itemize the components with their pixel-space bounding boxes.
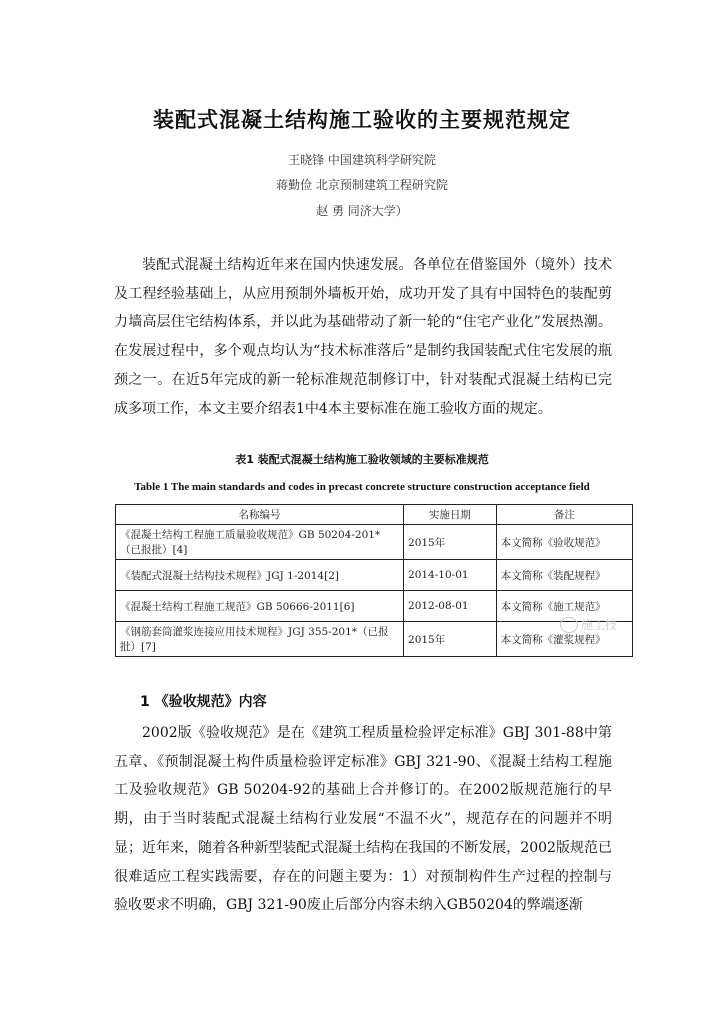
standard-name-cell: 《钢筋套筒灌浆连接应用技术规程》JGJ 355-201*（已报批）[7] <box>116 622 404 657</box>
note-cell: 本文简称《验收规范》 <box>496 525 632 560</box>
note-cell: 本文简称《灌浆规程》 <box>496 622 632 657</box>
author-line: 王晓锋 中国建筑科学研究院 <box>288 153 436 167</box>
table-row <box>116 525 633 560</box>
watermark-text: 施工技 <box>581 618 618 632</box>
table-row <box>116 591 633 622</box>
table-caption-cn: 表1 装配式混凝土结构施工验收领域的主要标准规范 <box>235 453 489 466</box>
implementation-date-cell: 2015年 <box>404 525 497 560</box>
standards-table <box>115 504 633 657</box>
table-caption-en: Table 1 The main standards and codes in precast concrete structure construction acceptance field <box>134 481 590 493</box>
table-row <box>116 622 633 657</box>
implementation-date-cell: 2012-08-01 <box>404 591 497 622</box>
intro-paragraph: 装配式混凝土结构近年来在国内快速发展。各单位在借鉴国外（境外）技术及工程经验基础上，从应用预制外墙板开始，成功开发了具有中国特色的装配剪力墙高层住宅结构体系，并以此为基础带动了新一轮的“住宅产业化”发展热潮。在发展过程中，多个观点均认为“技术标准落后”是制约我国装配式住宅发展的瓶颈之一。在近5年完成的新一轮标准规范制修订中，针对装配式混凝土结构已完成多项工作，本文主要介绍表1中4本主要标准在施工验收方面的规定。 <box>114 257 612 417</box>
section-paragraph: 2002版《验收规范》是在《建筑工程质量检验评定标准》GBJ 301-88中第五章、《预制混凝土构件质量检验评定标准》GBJ 321-90、《混凝土结构工程施工及验收规范》GB 50204-92的基础上合并修订的。在2002版规范施行的早期，由于当时装配式混凝土结构行业发展“不温不火”，规范存在的问题并不明显；近年来，随着各种新型装配式混凝土结构在我国的不断发展，2002版规范已很难适应工程实践需要，存在的问题主要为：1）对预制构件生产过程的控制与验收要求不明确，GBJ 321-90废止后部分内容未纳入GB50204的弊端逐渐 <box>114 725 612 914</box>
standard-name-cell: 《混凝土结构工程施工质量验收规范》GB 50204-201*（已报批）[4] <box>116 525 404 560</box>
document-title: 装配式混凝土结构施工验收的主要规范规定 <box>153 108 571 132</box>
implementation-date-cell: 2015年 <box>404 622 497 657</box>
column-header-date: 实施日期 <box>404 505 497 525</box>
table-row <box>116 560 633 591</box>
table-header-row <box>116 505 633 525</box>
column-header-note: 备注 <box>496 505 632 525</box>
note-cell: 本文简称《施工规范》 <box>496 591 632 622</box>
section-heading: 1 《验收规范》内容 <box>140 694 267 710</box>
author-line: 赵 勇 同济大学） <box>316 204 408 218</box>
standard-name-cell: 《装配式混凝土结构技术规程》JGJ 1-2014[2] <box>116 560 404 591</box>
column-header-name: 名称编号 <box>116 505 404 525</box>
wechat-logo-icon <box>560 617 578 633</box>
author-line: 蒋勤俭 北京预制建筑工程研究院 <box>276 178 448 192</box>
implementation-date-cell: 2014-10-01 <box>404 560 497 591</box>
watermark <box>560 616 617 633</box>
note-cell: 本文简称《装配规程》 <box>496 560 632 591</box>
standard-name-cell: 《混凝土结构工程施工规范》GB 50666-2011[6] <box>116 591 404 622</box>
